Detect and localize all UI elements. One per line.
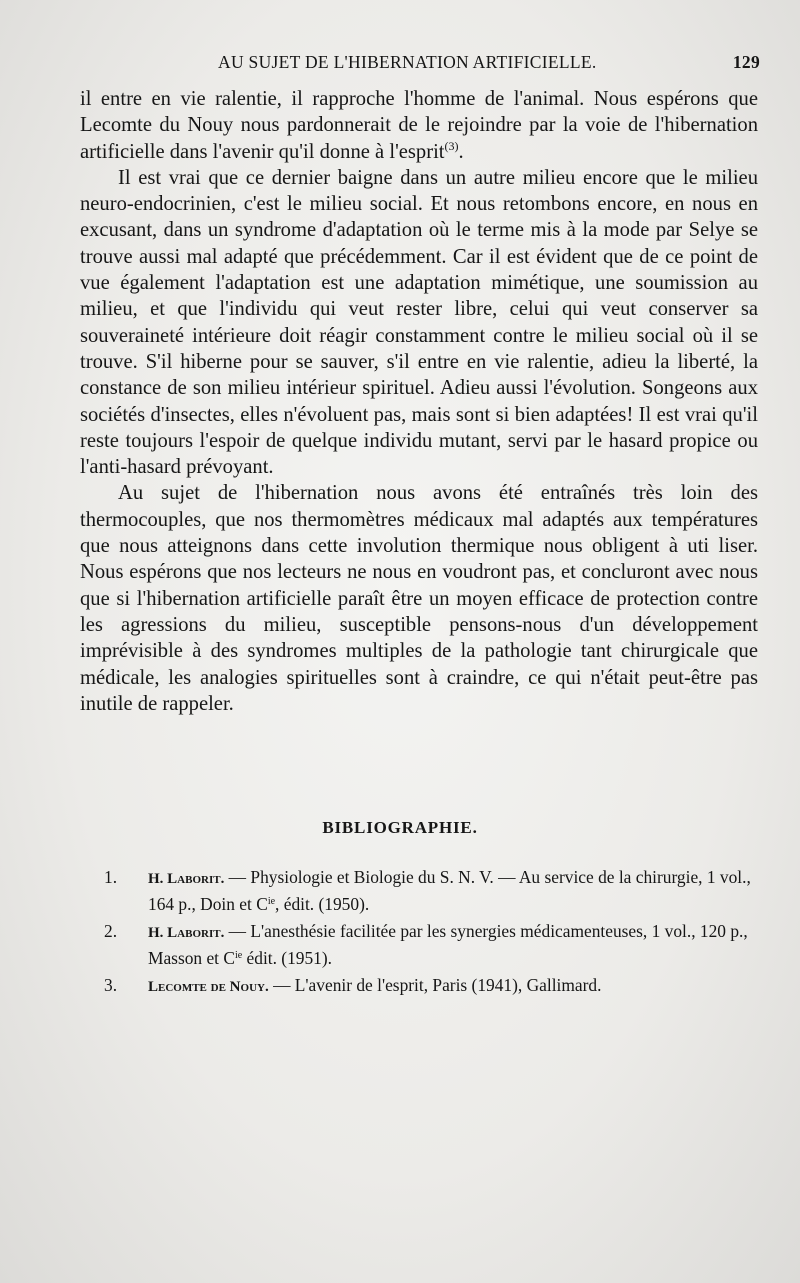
ref-text: — L'anesthésie facilitée par les synergies médicamenteuses, 1 vol., 120 p., Masson et C [148, 921, 748, 968]
paragraph-3: Au sujet de l'hibernation nous avons été entraînés très loin des thermocouples, que nos thermomètres médicaux mal adaptés aux températures que nous atteignons dans cette involution thermique nous obligent à uti liser. Nous espérons que nos lecteurs ne nous en voudront pas, et concluront avec nous que si l'hibernation artificielle paraît être un moyen efficace de protection contre les agressions du milieu, susceptible pensons-nous d'un développement imprévisible à des syndromes multiples de la pathologie tant chirurgicale que médicale, les analogies spirituelles sont à craindre, ce qui n'était peut-être pas inutile de rappeler. [80, 482, 758, 715]
running-header [80, 46, 760, 76]
paragraph-2: Il est vrai que ce dernier baigne dans un autre milieu encore que le milieu neuro-endocrinien, c'est le milieu social. Et nous retombons encore, en nous en excusant, dans un syndrome d'adaptation où le terme mis à la mode par Selye se trouve aussi mal adapté que précédemment. Car il est évident que de ce point de vue également l'adaptation est une adaptation mimétique, une soumission au milieu, et que l'individu qui veut rester libre, celui qui veut conserver sa souveraineté intérieure doit réagir constamment contre le milieu social où il se trouve. S'il hiberne pour se sauver, s'il entre en vie ralentie, adieu la liberté, la constance de son milieu intérieur spirituel. Adieu aussi l'évolution. Songeons aux sociétés d'insectes, elles n'évoluent pas, mais sont si bien adaptées! Il est vrai qu'il reste toujours l'espoir de quelque individu mutant, servi par le hasard propice ou l'anti-hasard prévoyant. [80, 166, 758, 479]
footnote-ref-3: (3) [444, 138, 459, 153]
running-title: AU SUJET DE L'HIBERNATION ARTIFICIELLE. [218, 52, 597, 72]
ref-number: 1. [104, 867, 118, 887]
ref-text-end: édit. (1951). [242, 947, 333, 968]
ref-text: — Physiologie et Biologie du S. N. V. — Au service de la chirurgie, 1 vol., 164 p., Doin et C [148, 867, 751, 914]
bibliography-entry [104, 865, 768, 916]
body-text [80, 86, 758, 717]
bibliography-entry [104, 919, 768, 970]
ref-number: 2. [104, 921, 118, 941]
bibliography-title: BIBLIOGRAPHIE. [322, 818, 478, 837]
paragraph-1 [80, 86, 758, 165]
paragraph-1-text: il entre en vie ralentie, il rapproche l'homme de l'animal. Nous espérons que Lecomte du Nouy nous pardonnerait de le rejoindre par la voie de l'hibernation artificielle dans l'avenir qu'il donne à l'esprit [80, 88, 758, 163]
ref-author: H. Laborit. [148, 871, 225, 887]
ref-text: — L'avenir de l'esprit, Paris (1941), Gallimard. [268, 975, 602, 995]
ref-sup: ie [234, 949, 243, 961]
page-number: 129 [732, 52, 760, 72]
bibliography-entry [104, 973, 768, 1000]
ref-number: 3. [104, 975, 118, 995]
ref-sup: ie [267, 895, 276, 907]
paragraph-1-end: . [458, 140, 464, 163]
ref-author: Lecomte de Nouy. [148, 979, 269, 995]
ref-text-end: , édit. (1950). [275, 893, 370, 914]
ref-author: H. Laborit. [148, 925, 225, 941]
bibliography-list [104, 865, 768, 1003]
